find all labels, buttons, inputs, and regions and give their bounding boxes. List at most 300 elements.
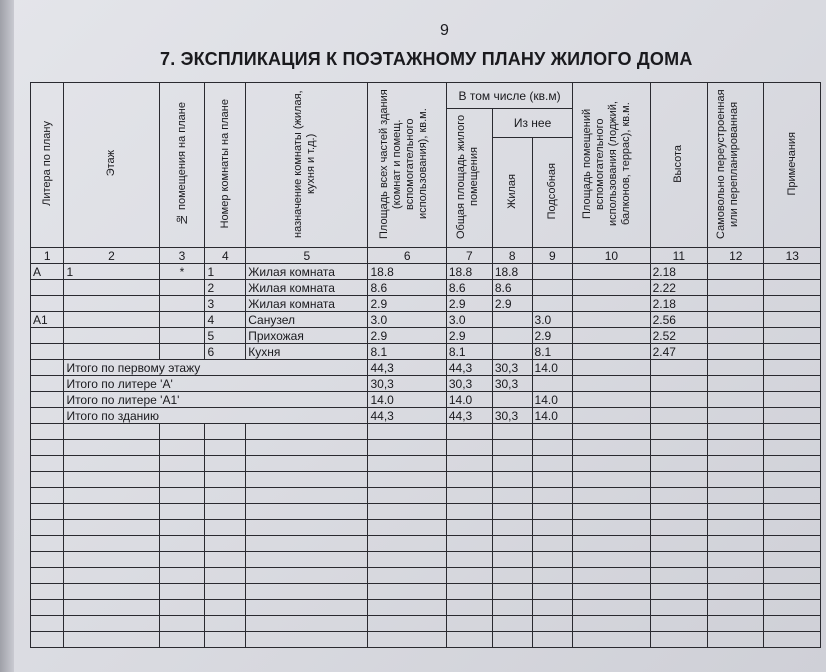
empty-cell	[492, 568, 532, 584]
total-label: Итого по первому этажу	[64, 360, 368, 376]
total-obshchaya: 44,3	[446, 408, 492, 424]
empty-cell	[708, 552, 764, 568]
empty-cell	[159, 584, 205, 600]
cell-obshchaya: 18.8	[446, 264, 492, 280]
empty-cell	[246, 568, 368, 584]
empty-cell	[650, 632, 707, 648]
header-vspomogat: Площадь помещений вспомогательного использования (лоджий, балконов, террас), кв.м.	[581, 101, 633, 226]
empty-cell	[446, 504, 492, 520]
cell-empty	[31, 360, 64, 376]
total-zhilaya: 30,3	[492, 376, 532, 392]
empty-cell	[31, 536, 64, 552]
cell-vspomogat	[573, 344, 650, 360]
cell-vysota: 2.56	[650, 312, 707, 328]
empty-cell	[64, 552, 159, 568]
empty-cell	[205, 504, 246, 520]
total-obshchaya: 44,3	[446, 360, 492, 376]
empty-cell	[368, 440, 446, 456]
col-number: 4	[205, 248, 246, 264]
empty-cell	[64, 424, 159, 440]
empty-cell	[764, 552, 821, 568]
empty-cell	[246, 632, 368, 648]
empty-cell	[31, 488, 64, 504]
empty-row	[31, 584, 821, 600]
total-zhilaya	[492, 392, 532, 408]
cell-primechaniya	[764, 344, 821, 360]
empty-cell	[159, 472, 205, 488]
cell-vysota: 2.47	[650, 344, 707, 360]
cell-zhilaya: 18.8	[492, 264, 532, 280]
header-samovolno: Самовольно переустроенная или перепланированная	[714, 88, 740, 239]
header-ploshchad: Площадь всех частей здания (комнат и помещ. вспомогательного использования), кв.м.	[378, 88, 430, 239]
empty-cell	[446, 472, 492, 488]
empty-cell	[532, 568, 573, 584]
empty-cell	[205, 440, 246, 456]
cell-vysota: 2.52	[650, 328, 707, 344]
empty-cell	[31, 584, 64, 600]
empty-cell	[159, 424, 205, 440]
empty-cell	[573, 520, 650, 536]
empty-cell	[446, 424, 492, 440]
empty-cell	[650, 456, 707, 472]
empty-cell	[532, 504, 573, 520]
empty-cell	[246, 536, 368, 552]
empty-cell	[446, 488, 492, 504]
empty-cell	[573, 552, 650, 568]
cell-primechaniya	[764, 328, 821, 344]
cell-litera	[31, 296, 64, 312]
cell-vysota: 2.18	[650, 296, 707, 312]
cell-podsobnaya	[532, 296, 573, 312]
empty-cell	[205, 600, 246, 616]
explication-table	[30, 82, 821, 648]
cell-komnata: 3	[205, 296, 246, 312]
empty-cell	[205, 616, 246, 632]
empty-cell	[205, 552, 246, 568]
cell-naznachenie: Жилая комната	[246, 296, 368, 312]
cell-pomeshchenie	[159, 296, 205, 312]
empty-cell	[708, 504, 764, 520]
cell-obshchaya: 2.9	[446, 296, 492, 312]
empty-cell	[31, 440, 64, 456]
cell-naznachenie: Санузел	[246, 312, 368, 328]
empty-cell	[492, 472, 532, 488]
cell-litera: А	[31, 264, 64, 280]
empty-cell	[246, 504, 368, 520]
table-row	[31, 280, 821, 296]
header-naznachenie: назначение комнаты (жилая, кухня и т.д.)	[291, 89, 317, 238]
header-etazh: Этаж	[104, 150, 117, 177]
empty-cell	[573, 456, 650, 472]
empty-cell	[650, 600, 707, 616]
empty-cell	[532, 536, 573, 552]
cell-empty	[31, 376, 64, 392]
header-obshchaya: Общая площадь жилого помещения	[455, 114, 481, 239]
cell-podsobnaya	[532, 264, 573, 280]
empty-cell	[708, 616, 764, 632]
empty-cell	[246, 600, 368, 616]
empty-cell	[650, 424, 707, 440]
col-number: 2	[64, 248, 159, 264]
cell-empty	[31, 392, 64, 408]
cell-pomeshchenie	[159, 344, 205, 360]
empty-cell	[573, 472, 650, 488]
col-number: 5	[246, 248, 368, 264]
empty-cell	[31, 520, 64, 536]
col-number: 9	[532, 248, 573, 264]
empty-cell	[573, 504, 650, 520]
empty-cell	[246, 552, 368, 568]
total-zhilaya: 30,3	[492, 360, 532, 376]
empty-cell	[492, 456, 532, 472]
empty-cell	[708, 536, 764, 552]
empty-cell	[446, 520, 492, 536]
cell-podsobnaya	[532, 280, 573, 296]
total-podsobnaya: 14.0	[532, 408, 573, 424]
empty-cell	[492, 584, 532, 600]
empty-cell	[31, 552, 64, 568]
empty-cell	[205, 456, 246, 472]
header-iz-nee: Из нее	[492, 109, 572, 138]
empty-row	[31, 536, 821, 552]
total-label: Итого по зданию	[64, 408, 368, 424]
table-row	[31, 344, 821, 360]
empty-cell	[573, 568, 650, 584]
empty-cell	[532, 552, 573, 568]
empty-cell	[650, 488, 707, 504]
empty-cell	[246, 456, 368, 472]
cell-obshchaya: 3.0	[446, 312, 492, 328]
col-number: 13	[764, 248, 821, 264]
empty-cell	[650, 584, 707, 600]
empty-cell	[532, 616, 573, 632]
empty-cell	[492, 424, 532, 440]
empty-row	[31, 472, 821, 488]
empty-cell	[205, 520, 246, 536]
empty-row	[31, 600, 821, 616]
empty-cell	[708, 632, 764, 648]
cell-zhilaya	[492, 312, 532, 328]
cell-samovolno	[708, 328, 764, 344]
cell-podsobnaya: 2.9	[532, 328, 573, 344]
empty-cell	[205, 536, 246, 552]
empty-cell	[650, 552, 707, 568]
cell-obshchaya: 8.1	[446, 344, 492, 360]
empty-cell	[368, 520, 446, 536]
empty-cell	[64, 600, 159, 616]
cell-ploshchad: 8.6	[368, 280, 446, 296]
cell-obshchaya: 2.9	[446, 328, 492, 344]
empty-cell	[650, 520, 707, 536]
document-title: 7. ЭКСПЛИКАЦИЯ К ПОЭТАЖНОМУ ПЛАНУ ЖИЛОГО ДОМА	[160, 49, 693, 69]
total-zhilaya: 30,3	[492, 408, 532, 424]
total-obshchaya: 30,3	[446, 376, 492, 392]
empty-row	[31, 632, 821, 648]
empty-cell	[64, 456, 159, 472]
cell-etazh	[64, 344, 159, 360]
cell-zhilaya: 2.9	[492, 296, 532, 312]
empty-row	[31, 440, 821, 456]
empty-cell	[708, 568, 764, 584]
empty-row	[31, 568, 821, 584]
cell-podsobnaya: 3.0	[532, 312, 573, 328]
empty-cell	[368, 504, 446, 520]
empty-cell	[159, 600, 205, 616]
col-number: 10	[573, 248, 650, 264]
table-row	[31, 312, 821, 328]
empty-cell	[368, 600, 446, 616]
empty-cell	[446, 584, 492, 600]
cell-primechaniya	[764, 296, 821, 312]
cell-komnata: 1	[205, 264, 246, 280]
total-area: 30,3	[368, 376, 446, 392]
header-litera: Литера по плану	[40, 121, 53, 206]
col-number: 8	[492, 248, 532, 264]
empty-cell	[368, 424, 446, 440]
col-number: 11	[650, 248, 707, 264]
empty-cell	[650, 536, 707, 552]
empty-row	[31, 456, 821, 472]
empty-cell	[446, 616, 492, 632]
table-row	[31, 328, 821, 344]
empty-cell	[64, 632, 159, 648]
cell-samovolno	[708, 344, 764, 360]
total-area: 44,3	[368, 408, 446, 424]
cell-podsobnaya: 8.1	[532, 344, 573, 360]
total-label: Итого по литере 'А'	[64, 376, 368, 392]
empty-cell	[246, 616, 368, 632]
cell-vspomogat	[573, 312, 650, 328]
empty-cell	[532, 632, 573, 648]
empty-cell	[246, 440, 368, 456]
cell-zhilaya	[492, 328, 532, 344]
empty-cell	[159, 440, 205, 456]
empty-cell	[64, 440, 159, 456]
cell-ploshchad: 8.1	[368, 344, 446, 360]
total-area: 44,3	[368, 360, 446, 376]
empty-cell	[492, 440, 532, 456]
empty-cell	[573, 600, 650, 616]
cell-litera: А1	[31, 312, 64, 328]
empty-cell	[708, 456, 764, 472]
empty-cell	[205, 632, 246, 648]
empty-cell	[650, 504, 707, 520]
empty-cell	[708, 488, 764, 504]
empty-cell	[492, 600, 532, 616]
empty-cell	[446, 600, 492, 616]
total-podsobnaya	[532, 376, 573, 392]
empty-cell	[764, 632, 821, 648]
empty-cell	[64, 520, 159, 536]
empty-cell	[246, 472, 368, 488]
empty-cell	[764, 600, 821, 616]
empty-cell	[492, 504, 532, 520]
empty-cell	[532, 424, 573, 440]
cell-samovolno	[708, 280, 764, 296]
cell-ploshchad: 2.9	[368, 328, 446, 344]
cell-pomeshchenie	[159, 328, 205, 344]
empty-cell	[368, 536, 446, 552]
cell-etazh	[64, 328, 159, 344]
cell-empty	[31, 408, 64, 424]
empty-cell	[64, 504, 159, 520]
empty-cell	[708, 600, 764, 616]
cell-primechaniya	[764, 312, 821, 328]
empty-cell	[205, 472, 246, 488]
empty-rows	[31, 424, 821, 648]
empty-cell	[446, 456, 492, 472]
cell-zhilaya: 8.6	[492, 280, 532, 296]
page-fold-shadow	[0, 0, 14, 672]
cell-samovolno	[708, 312, 764, 328]
empty-cell	[764, 456, 821, 472]
header-podsobnaya: Подсобная	[545, 162, 558, 220]
cell-obshchaya: 8.6	[446, 280, 492, 296]
cell-ploshchad: 18.8	[368, 264, 446, 280]
empty-cell	[764, 536, 821, 552]
empty-cell	[159, 488, 205, 504]
header-zhilaya: Жилая	[505, 173, 518, 209]
cell-etazh	[64, 280, 159, 296]
cell-vysota: 2.18	[650, 264, 707, 280]
empty-cell	[532, 584, 573, 600]
empty-cell	[492, 552, 532, 568]
cell-vspomogat	[573, 280, 650, 296]
cell-primechaniya	[764, 280, 821, 296]
empty-row	[31, 552, 821, 568]
empty-cell	[64, 536, 159, 552]
empty-cell	[708, 424, 764, 440]
empty-cell	[650, 568, 707, 584]
empty-cell	[573, 424, 650, 440]
total-row	[31, 408, 821, 424]
total-row	[31, 376, 821, 392]
empty-cell	[573, 488, 650, 504]
cell-naznachenie: Кухня	[246, 344, 368, 360]
table-row	[31, 296, 821, 312]
empty-cell	[246, 424, 368, 440]
empty-cell	[368, 632, 446, 648]
cell-samovolno	[708, 264, 764, 280]
empty-cell	[764, 472, 821, 488]
empty-cell	[492, 488, 532, 504]
empty-cell	[64, 488, 159, 504]
empty-cell	[573, 632, 650, 648]
empty-cell	[764, 520, 821, 536]
cell-komnata: 4	[205, 312, 246, 328]
cell-etazh	[64, 296, 159, 312]
cell-vspomogat	[573, 296, 650, 312]
empty-cell	[708, 472, 764, 488]
total-podsobnaya: 14.0	[532, 360, 573, 376]
cell-pomeshchenie: *	[159, 264, 205, 280]
empty-cell	[764, 488, 821, 504]
empty-cell	[532, 600, 573, 616]
empty-cell	[159, 456, 205, 472]
header-pomeshchenie: № помещения на плане	[175, 101, 188, 226]
empty-cell	[492, 616, 532, 632]
cell-komnata: 5	[205, 328, 246, 344]
empty-cell	[246, 488, 368, 504]
empty-row	[31, 488, 821, 504]
empty-cell	[573, 440, 650, 456]
cell-ploshchad: 2.9	[368, 296, 446, 312]
empty-cell	[368, 552, 446, 568]
empty-cell	[31, 600, 64, 616]
empty-cell	[368, 472, 446, 488]
empty-cell	[650, 472, 707, 488]
empty-cell	[532, 488, 573, 504]
empty-cell	[573, 536, 650, 552]
total-row	[31, 360, 821, 376]
empty-cell	[368, 456, 446, 472]
header-v-tom-chisle: В том числе (кв.м)	[446, 83, 572, 109]
empty-cell	[205, 568, 246, 584]
cell-litera	[31, 344, 64, 360]
cell-litera	[31, 280, 64, 296]
empty-cell	[573, 616, 650, 632]
empty-cell	[64, 472, 159, 488]
col-number: 12	[708, 248, 764, 264]
empty-cell	[446, 568, 492, 584]
empty-cell	[246, 520, 368, 536]
cell-komnata: 6	[205, 344, 246, 360]
cell-komnata: 2	[205, 280, 246, 296]
empty-cell	[64, 584, 159, 600]
empty-cell	[532, 520, 573, 536]
total-row	[31, 392, 821, 408]
page-number: 9	[440, 22, 449, 39]
empty-cell	[650, 616, 707, 632]
empty-cell	[205, 488, 246, 504]
empty-row	[31, 424, 821, 440]
total-area: 14.0	[368, 392, 446, 408]
header-komnata: Номер комнаты на плане	[218, 98, 231, 229]
empty-cell	[764, 504, 821, 520]
empty-cell	[764, 584, 821, 600]
empty-cell	[532, 472, 573, 488]
col-number: 3	[159, 248, 205, 264]
empty-cell	[492, 536, 532, 552]
empty-cell	[31, 568, 64, 584]
empty-cell	[368, 584, 446, 600]
cell-etazh	[64, 312, 159, 328]
empty-cell	[31, 632, 64, 648]
header-primechaniya: Примечания	[785, 131, 798, 196]
empty-cell	[492, 632, 532, 648]
cell-naznachenie: Прихожая	[246, 328, 368, 344]
cell-vysota: 2.22	[650, 280, 707, 296]
empty-cell	[708, 440, 764, 456]
cell-litera	[31, 328, 64, 344]
col-number: 7	[446, 248, 492, 264]
empty-cell	[159, 632, 205, 648]
empty-cell	[650, 440, 707, 456]
empty-row	[31, 616, 821, 632]
empty-cell	[446, 440, 492, 456]
empty-cell	[31, 616, 64, 632]
empty-cell	[532, 440, 573, 456]
cell-vspomogat	[573, 328, 650, 344]
total-label: Итого по литере 'А1'	[64, 392, 368, 408]
cell-etazh: 1	[64, 264, 159, 280]
header-vysota: Высота	[672, 144, 685, 183]
empty-cell	[159, 520, 205, 536]
empty-cell	[159, 552, 205, 568]
empty-cell	[764, 440, 821, 456]
empty-cell	[159, 568, 205, 584]
empty-cell	[708, 520, 764, 536]
